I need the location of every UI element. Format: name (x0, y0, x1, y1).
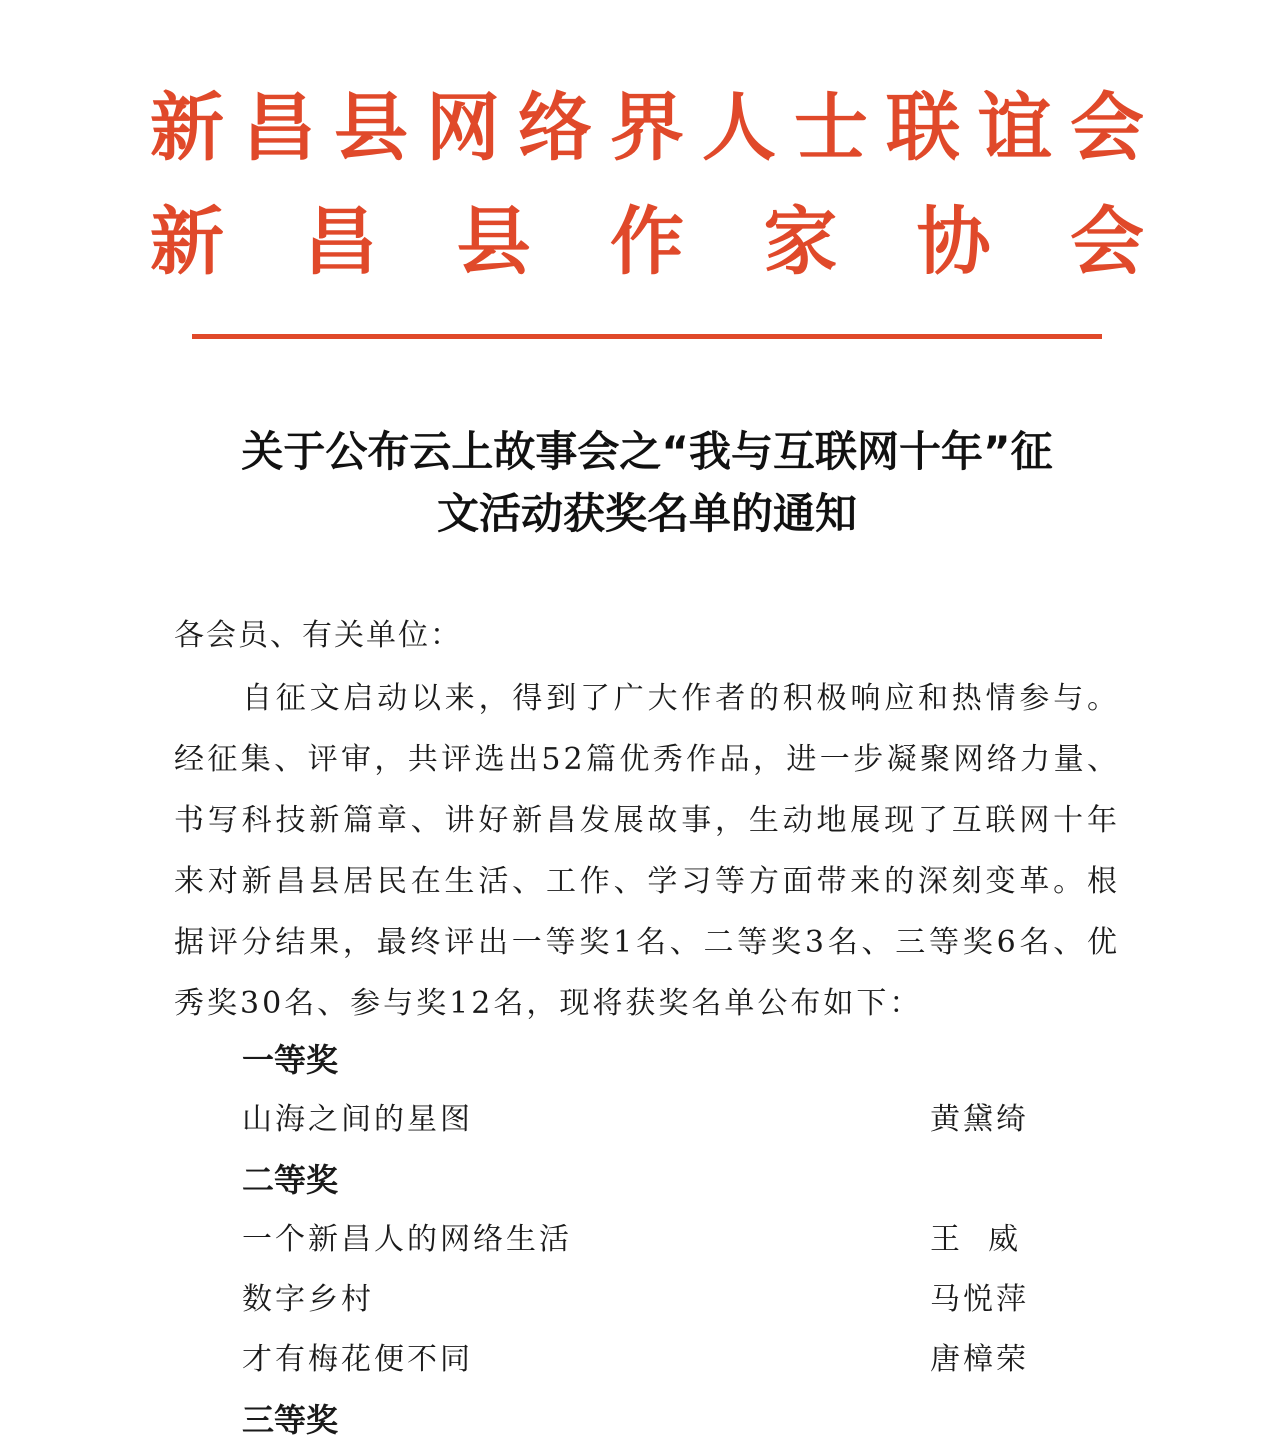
entry-title: 一个新昌人的网络生活 (242, 1222, 572, 1257)
entry-title: 数字乡村 (242, 1282, 374, 1317)
header-divider (192, 334, 1102, 339)
org-name-1 (150, 85, 1144, 171)
entry-author: 黄黛绮 (930, 1102, 1029, 1137)
entry-author: 唐樟荣 (930, 1342, 1029, 1377)
org1-char: 昌 (242, 85, 316, 171)
org2-char: 新 (150, 199, 224, 285)
org1-char: 谊 (978, 85, 1052, 171)
entry-author: 王 威 (930, 1222, 1022, 1257)
org2-char: 昌 (303, 199, 378, 285)
entry-author: 马悦萍 (930, 1282, 1029, 1317)
award-heading-second: 二等奖 (242, 1161, 339, 1199)
award-list (242, 1030, 1042, 1450)
org1-char: 联 (886, 85, 960, 171)
notice-title-line-1: 关于公布云上故事会之“我与互联网十年”征 (241, 427, 1053, 476)
org-name-2 (150, 199, 1144, 285)
org1-char: 界 (610, 85, 684, 171)
org2-char: 县 (456, 199, 531, 285)
org2-char: 协 (916, 199, 991, 285)
notice-title-line-2: 文活动获奖名单的通知 (436, 489, 857, 538)
org1-char: 网 (426, 85, 500, 171)
award-entry (242, 1090, 1042, 1150)
award-entry (242, 1210, 1042, 1270)
org1-char: 新 (150, 85, 224, 171)
org2-char: 家 (763, 199, 838, 285)
body-paragraph: 自征文启动以来，得到了广大作者的积极响应和热情参与。经征集、评审，共评选出52篇优秀作品，进一步凝聚网络力量、书写科技新篇章、讲好新昌发展故事，生动地展现了互联网十年来对新昌县居民在生活、工作、学习等方面带来的深刻变革。根据评分结果，最终评出一等奖1名、二等奖3名、三等奖6名、优秀奖30名、参与奖12名，现将获奖名单公布如下： (174, 681, 1120, 1021)
org1-char: 络 (518, 85, 592, 171)
org1-char: 县 (334, 85, 408, 171)
award-heading-first: 一等奖 (242, 1041, 339, 1079)
org1-char: 会 (1070, 85, 1144, 171)
award-entry (242, 1330, 1042, 1390)
award-entry (242, 1270, 1042, 1330)
org2-char: 会 (1069, 199, 1144, 285)
award-heading-third: 三等奖 (242, 1401, 339, 1439)
entry-title: 才有梅花便不同 (242, 1342, 473, 1377)
org1-char: 人 (702, 85, 776, 171)
entry-title: 山海之间的星图 (242, 1102, 473, 1137)
org1-char: 士 (794, 85, 868, 171)
salutation: 各会员、有关单位： (174, 618, 462, 653)
org2-char: 作 (609, 199, 684, 285)
